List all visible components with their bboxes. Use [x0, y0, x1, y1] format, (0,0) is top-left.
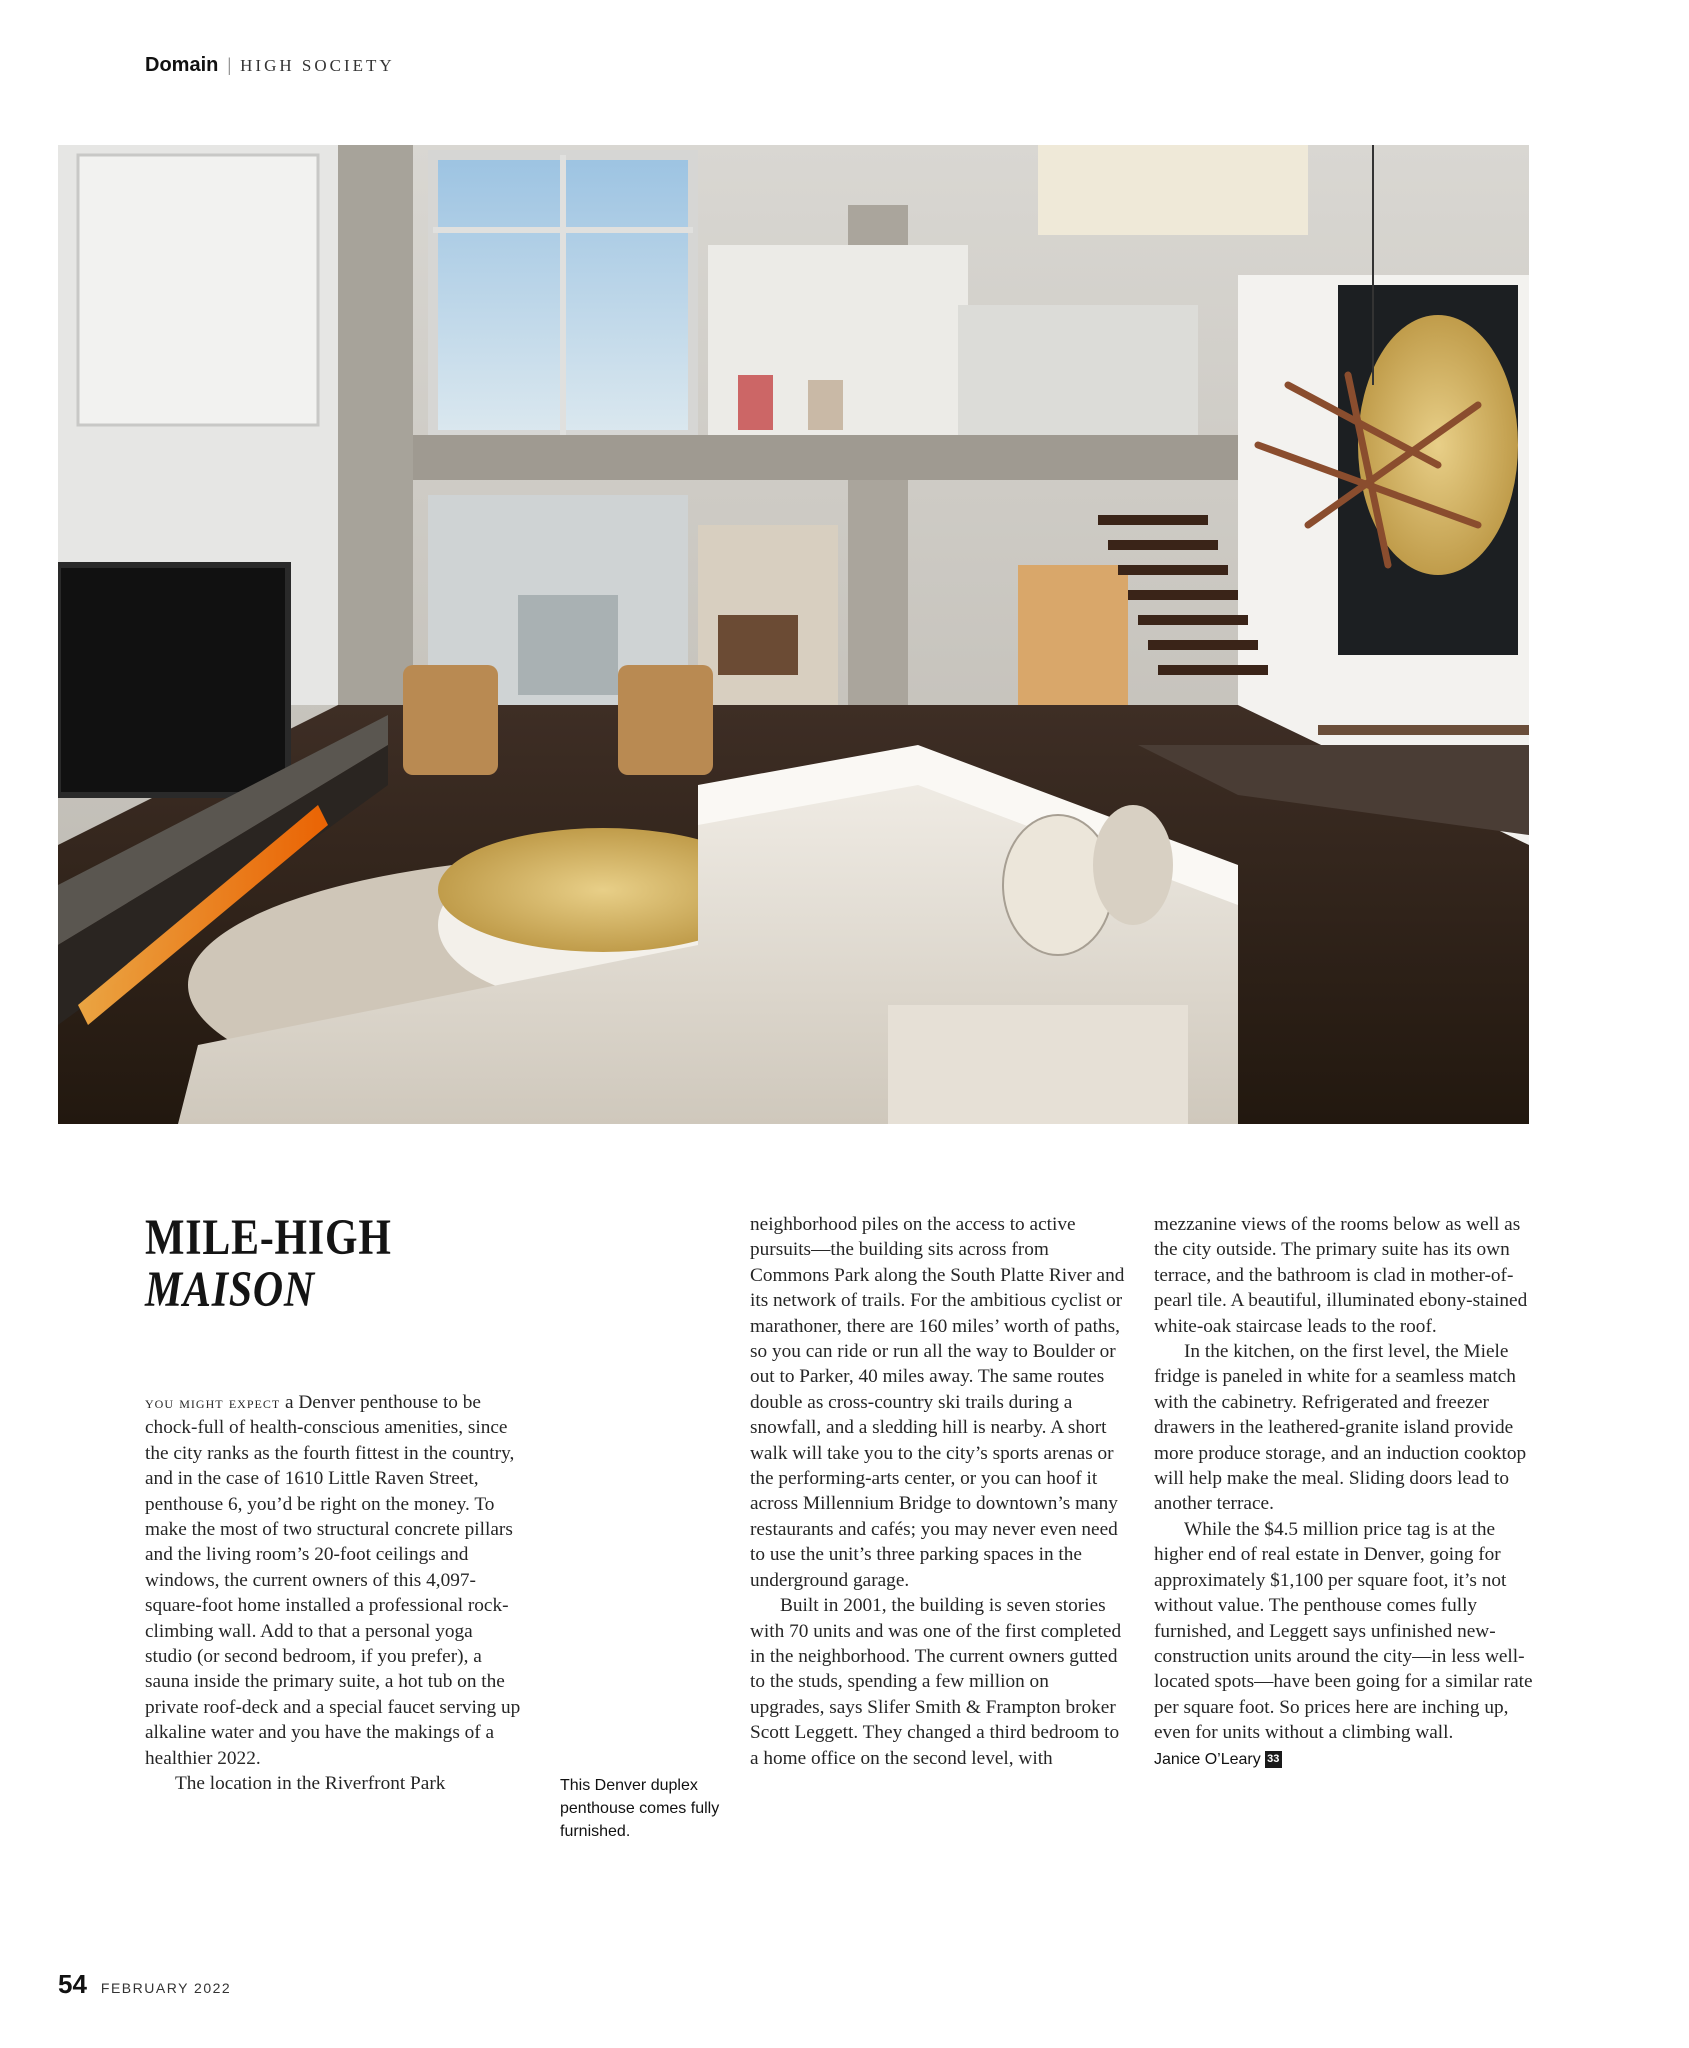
penthouse-photo	[58, 145, 1529, 1124]
column-1-paragraph-1	[145, 1390, 523, 1771]
lead-in: you might expect	[145, 1393, 281, 1412]
page-header	[145, 54, 395, 77]
article-column-2	[750, 1212, 1128, 1771]
author-name: Janice O’Leary	[1154, 1750, 1261, 1768]
page-number: 54	[58, 1969, 87, 1999]
magazine-brand: Domain	[145, 54, 219, 76]
end-mark-icon: 33	[1265, 1751, 1282, 1768]
issue-date: FEBRUARY 2022	[100, 1980, 232, 1996]
column-3-paragraph-2: In the kitchen, on the first level, the Miele fridge is paneled in white for a seamless match with the cabinetry. Refrigerated and freezer drawers in the leathered-granite island provide more produce storage, and an induction cooktop will help make the meal. Sliding doors lead to another terrace.	[1154, 1341, 1527, 1515]
article-headline	[145, 1212, 392, 1316]
photo-caption: This Denver duplex penthouse comes fully furnished.	[560, 1777, 720, 1840]
header-separator: |	[227, 55, 232, 76]
section-title: HIGH SOCIETY	[240, 56, 395, 75]
column-3-paragraph-3: While the $4.5 million price tag is at the higher end of real estate in Denver, going for approximately $1,100 per square foot, it’s not without value. The penthouse comes fully furnished, and Leggett says unfinished new-construction units around the city—in less well-located spots—have been going for a similar rate per square foot. So prices here are inching up, even for units without a climbing wall.	[1154, 1518, 1533, 1744]
column-1-paragraph-2: The location in the Riverfront Park	[175, 1773, 446, 1795]
article-column-3	[1154, 1212, 1534, 1772]
column-2-paragraph-1: neighborhood piles on the access to active pursuits—the building sits across from Commons Park along the South Platte River and its network of trails. For the ambitious cyclist or marathoner, there are 160 miles’ worth of paths, so you can ride or run all the way to Boulder or out to Parker, 40 miles away. The same routes double as cross-country ski trails during a snowfall, and a sledding hill is nearby. A short walk will take you to the city’s sports arenas or the performing-arts center, or you can hoof it across Millennium Bridge to downtown’s many restaurants and cafés; you may never even need to use the unit’s three parking spaces in the underground garage.	[750, 1214, 1125, 1591]
headline-line-2: MAISON	[145, 1262, 315, 1318]
page-footer	[58, 1969, 231, 2000]
column-3-paragraph-1: mezzanine views of the rooms below as well as the city outside. The primary suite has its own terrace, and the bathroom is clad in mother-of-pearl tile. A beautiful, illuminated ebony-stained white-oak staircase leads to the roof.	[1154, 1214, 1528, 1337]
column-1-text: a Denver penthouse to be chock-full of health-conscious amenities, since the city ranks as the fourth fittest in the country, and in the case of 1610 Little Raven Street, penthouse 6, you’d be right on the money. To make the most of two structural concrete pillars and the living room’s 20-foot ceilings and windows, the current owners of this 4,097-square-foot home installed a professional rock-climbing wall. Add to that a personal yoga studio (or second bedroom, if you prefer), a sauna inside the primary suite, a hot tub on the private roof-deck and a special faucet serving up alkaline water and you have the makings of a healthier 2022.	[145, 1392, 521, 1769]
article-column-1	[145, 1390, 523, 1797]
headline-line-1: MILE-HIGH	[145, 1210, 392, 1266]
byline	[1154, 1747, 1282, 1772]
column-2-paragraph-2: Built in 2001, the building is seven stories with 70 units and was one of the first completed in the neighborhood. The current owners gutted to the studs, spending a few million on upgrades, says Slifer Smith & Frampton broker Scott Leggett. They changed a third bedroom to a home office on the second level, with	[750, 1595, 1122, 1769]
